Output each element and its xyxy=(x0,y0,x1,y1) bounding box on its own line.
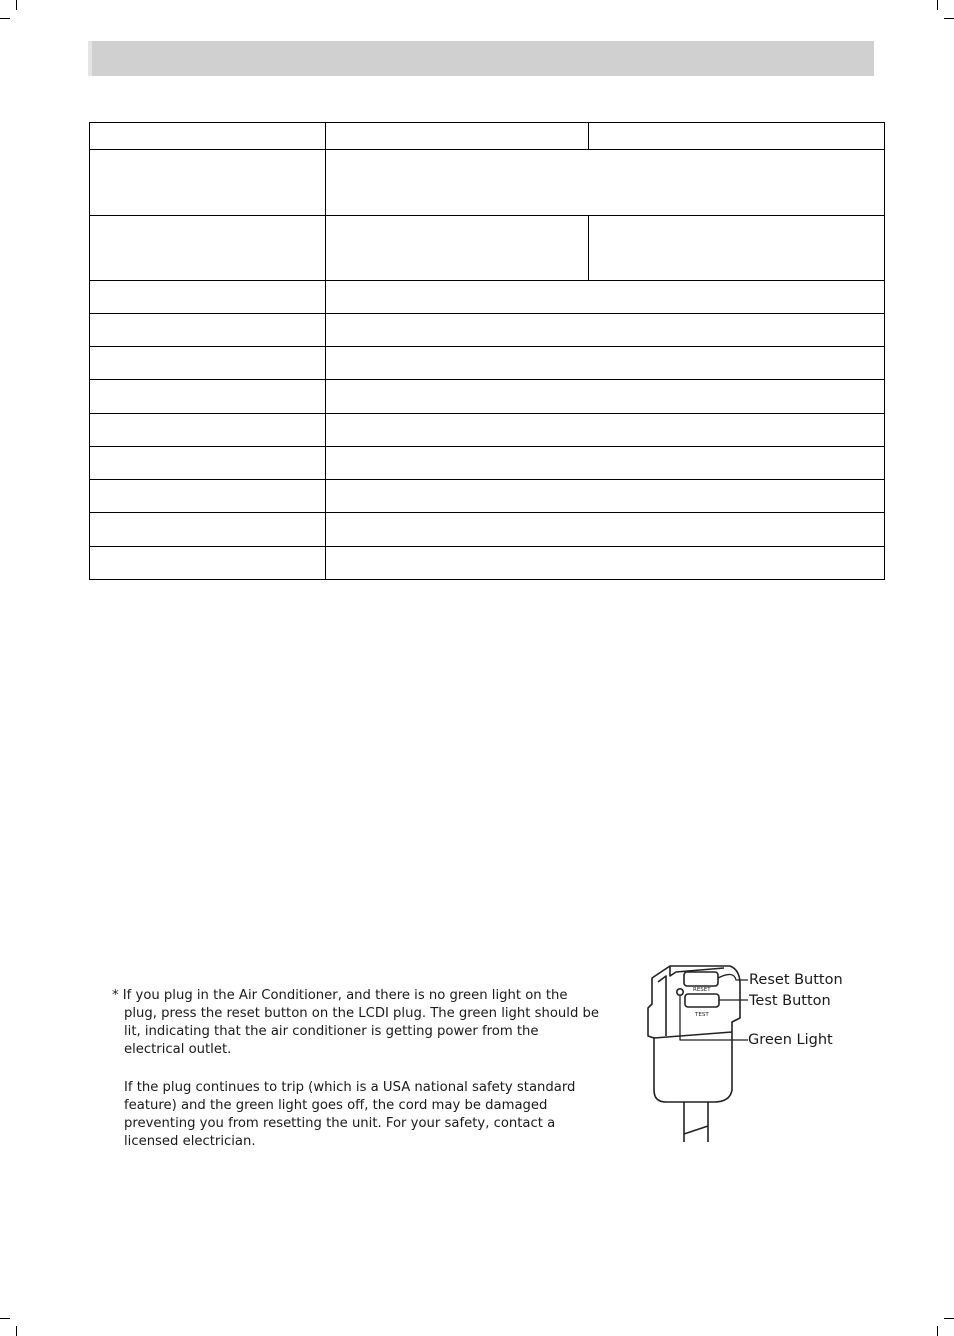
note-paragraph-reset: * If you plug in the Air Conditioner, and there is no green light on the plug, press the reset button on the LCDI plug. The green light should be lit, indicating that the air conditioner is getting power from the electrical outlet. xyxy=(112,988,599,1057)
table-cell xyxy=(90,314,326,347)
table-cell xyxy=(589,216,885,281)
note-paragraph-trip: If the plug continues to trip (which is a USA national safety standard feature) and the green light goes off, the cord may be damaged preventing you from resetting the unit. For your safety, contact a licensed electrician. xyxy=(124,1080,576,1149)
table-cell xyxy=(326,513,885,547)
table-cell xyxy=(326,281,885,314)
crop-mark xyxy=(944,1318,954,1319)
table-cell xyxy=(326,150,885,216)
table-cell xyxy=(90,414,326,447)
table-row xyxy=(90,380,885,414)
table-cell xyxy=(326,123,589,150)
table-cell xyxy=(326,480,885,513)
lcdi-note xyxy=(110,987,600,1171)
table-row xyxy=(90,314,885,347)
table-row xyxy=(90,480,885,513)
table-cell xyxy=(326,380,885,414)
table-cell xyxy=(326,314,885,347)
test-text: TEST xyxy=(695,1012,709,1018)
table-cell xyxy=(90,123,326,150)
table-cell xyxy=(326,414,885,447)
table-cell xyxy=(90,513,326,547)
table-cell xyxy=(90,216,326,281)
crop-mark xyxy=(16,1326,17,1336)
table-cell xyxy=(90,347,326,380)
table-row xyxy=(90,123,885,150)
crop-mark xyxy=(0,18,10,19)
table-row xyxy=(90,281,885,314)
table-row xyxy=(90,547,885,580)
crop-mark xyxy=(937,1326,938,1336)
table-cell xyxy=(326,547,885,580)
table-row xyxy=(90,347,885,380)
crop-mark xyxy=(937,0,938,10)
crop-mark xyxy=(0,1318,10,1319)
table-cell xyxy=(326,216,589,281)
lcdi-plug-diagram xyxy=(640,962,843,1148)
reset-button-label: Reset Button xyxy=(749,972,843,988)
table-cell xyxy=(326,347,885,380)
table-cell xyxy=(326,447,885,480)
table-cell xyxy=(589,123,885,150)
table-cell xyxy=(90,150,326,216)
table-row xyxy=(90,447,885,480)
table-row xyxy=(90,216,885,281)
reset-text: RESET xyxy=(693,987,711,993)
table-row xyxy=(90,414,885,447)
table-row xyxy=(90,150,885,216)
table-cell xyxy=(90,480,326,513)
green-light-label: Green Light xyxy=(748,1032,833,1048)
specification-table xyxy=(89,122,885,580)
crop-mark xyxy=(16,0,17,10)
test-button-label: Test Button xyxy=(749,993,831,1009)
table-cell xyxy=(90,447,326,480)
section-header-bar xyxy=(88,41,874,76)
table-cell xyxy=(90,547,326,580)
table-cell xyxy=(90,281,326,314)
table-cell xyxy=(90,380,326,414)
table-row xyxy=(90,513,885,547)
lcdi-plug-illustration xyxy=(640,962,750,1144)
crop-mark xyxy=(944,18,954,19)
